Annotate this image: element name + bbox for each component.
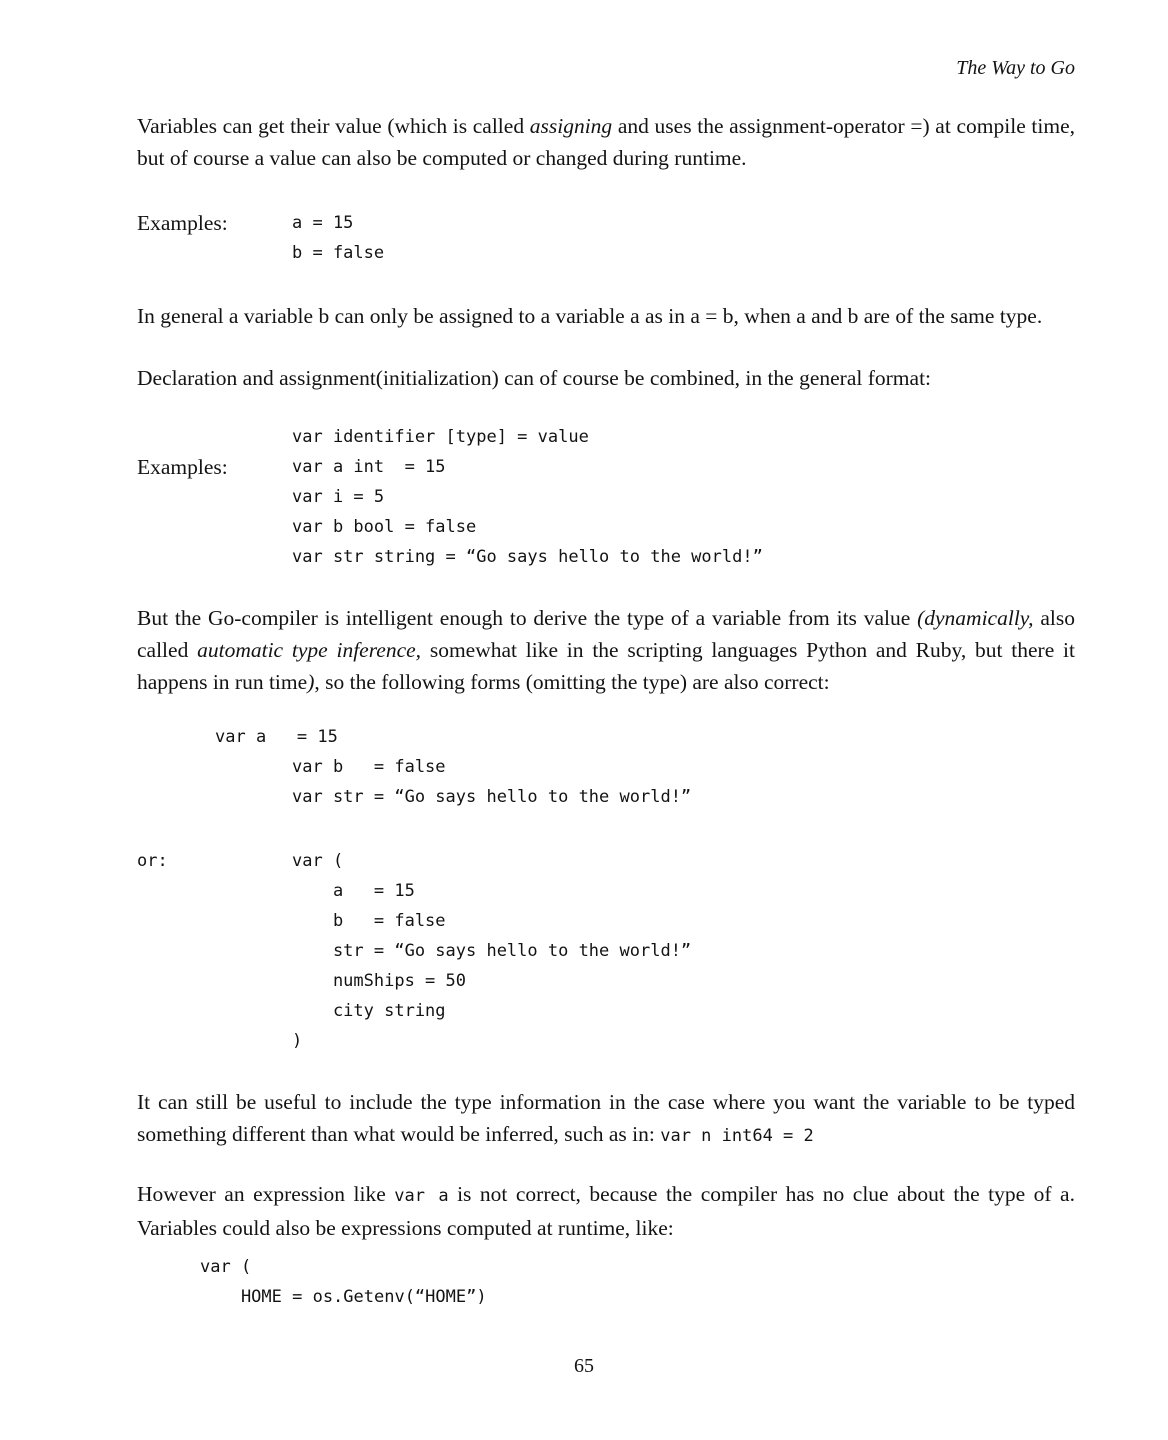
text-segment: However an expression like <box>137 1182 395 1206</box>
code-line: var a = 15 <box>215 727 338 747</box>
text-segment: , so the following forms (omitting the type) are also correct: <box>314 670 830 694</box>
code-block-examples-2 <box>137 422 1075 572</box>
code-line: b = false <box>292 243 385 263</box>
running-header-title: The Way to Go <box>956 57 1075 79</box>
code-line: var b bool = false <box>292 517 477 537</box>
text-segment: and uses the assignment-operator =) at compile time, but of course a value can also be computed or changed during runtime. <box>137 114 1075 170</box>
code-line: var b = false <box>292 757 446 777</box>
paragraph-variables-intro <box>137 110 1075 174</box>
code-line: var ( <box>200 1257 252 1277</box>
inline-code: var a <box>394 1186 449 1206</box>
paragraph-type-inference <box>137 602 1075 698</box>
inline-code: var n int64 = 2 <box>660 1126 814 1146</box>
code-block-or <box>137 846 1075 1056</box>
text-segment-italic: automatic type inference, <box>197 638 422 662</box>
code-line: var identifier [type] = value <box>292 427 589 447</box>
or-label: or: <box>137 851 168 871</box>
code-block-inferred <box>137 722 1075 812</box>
paragraph-var-expression <box>137 1178 1075 1244</box>
code-line: numShips = 50 <box>292 971 466 991</box>
paragraph-declaration-combined: Declaration and assignment(initialization) can of course be combined, in the general format: <box>137 366 932 390</box>
code-line: var str string = “Go says hello to the world!” <box>292 547 763 567</box>
code-line: ) <box>292 1031 303 1051</box>
paragraph-assignment-rule: In general a variable b can only be assigned to a variable a as in a = b, when a and b are of the same type. <box>137 304 1043 328</box>
page-footer <box>0 1354 1168 1378</box>
text-segment-italic: ) <box>307 670 315 694</box>
paragraph-type-info <box>137 1086 1075 1152</box>
text-segment: also called <box>137 606 1075 662</box>
text-segment: Variables can get their value (which is called <box>137 114 530 138</box>
code-line: a = 15 <box>292 213 354 233</box>
text-segment: is not correct, because the compiler has no clue about the type of a. Variables could also be expressions computed at runtime, like: <box>137 1182 1075 1240</box>
examples-2-label: Examples: <box>137 455 228 479</box>
code-line: var str = “Go says hello to the world!” <box>292 787 692 807</box>
code-line: b = false <box>292 911 446 931</box>
text-segment: somewhat like in the scripting languages Python and Ruby, but there it happens in run time <box>137 638 1075 694</box>
page-number: 65 <box>574 1355 594 1377</box>
examples-1-label: Examples: <box>137 211 228 235</box>
code-line: HOME = os.Getenv(“HOME”) <box>200 1287 487 1307</box>
text-segment: But the Go-compiler is intelligent enough to derive the type of a variable from its value <box>137 606 918 630</box>
code-line: var i = 5 <box>292 487 385 507</box>
text-segment: It can still be useful to include the type information in the case where you want the variable to be typed something different than what would be inferred, such as in: <box>137 1090 1075 1146</box>
code-block-runtime <box>137 1252 1075 1312</box>
code-line: var ( <box>292 851 344 871</box>
code-line: a = 15 <box>292 881 415 901</box>
code-block-examples-1 <box>137 208 1075 268</box>
code-line: str = “Go says hello to the world!” <box>292 941 692 961</box>
code-line: var a int = 15 <box>292 457 446 477</box>
code-line: city string <box>292 1001 446 1021</box>
text-segment-italic: (dynamically, <box>917 606 1034 630</box>
running-header <box>137 56 1075 80</box>
text-segment-italic: assigning <box>529 114 613 138</box>
